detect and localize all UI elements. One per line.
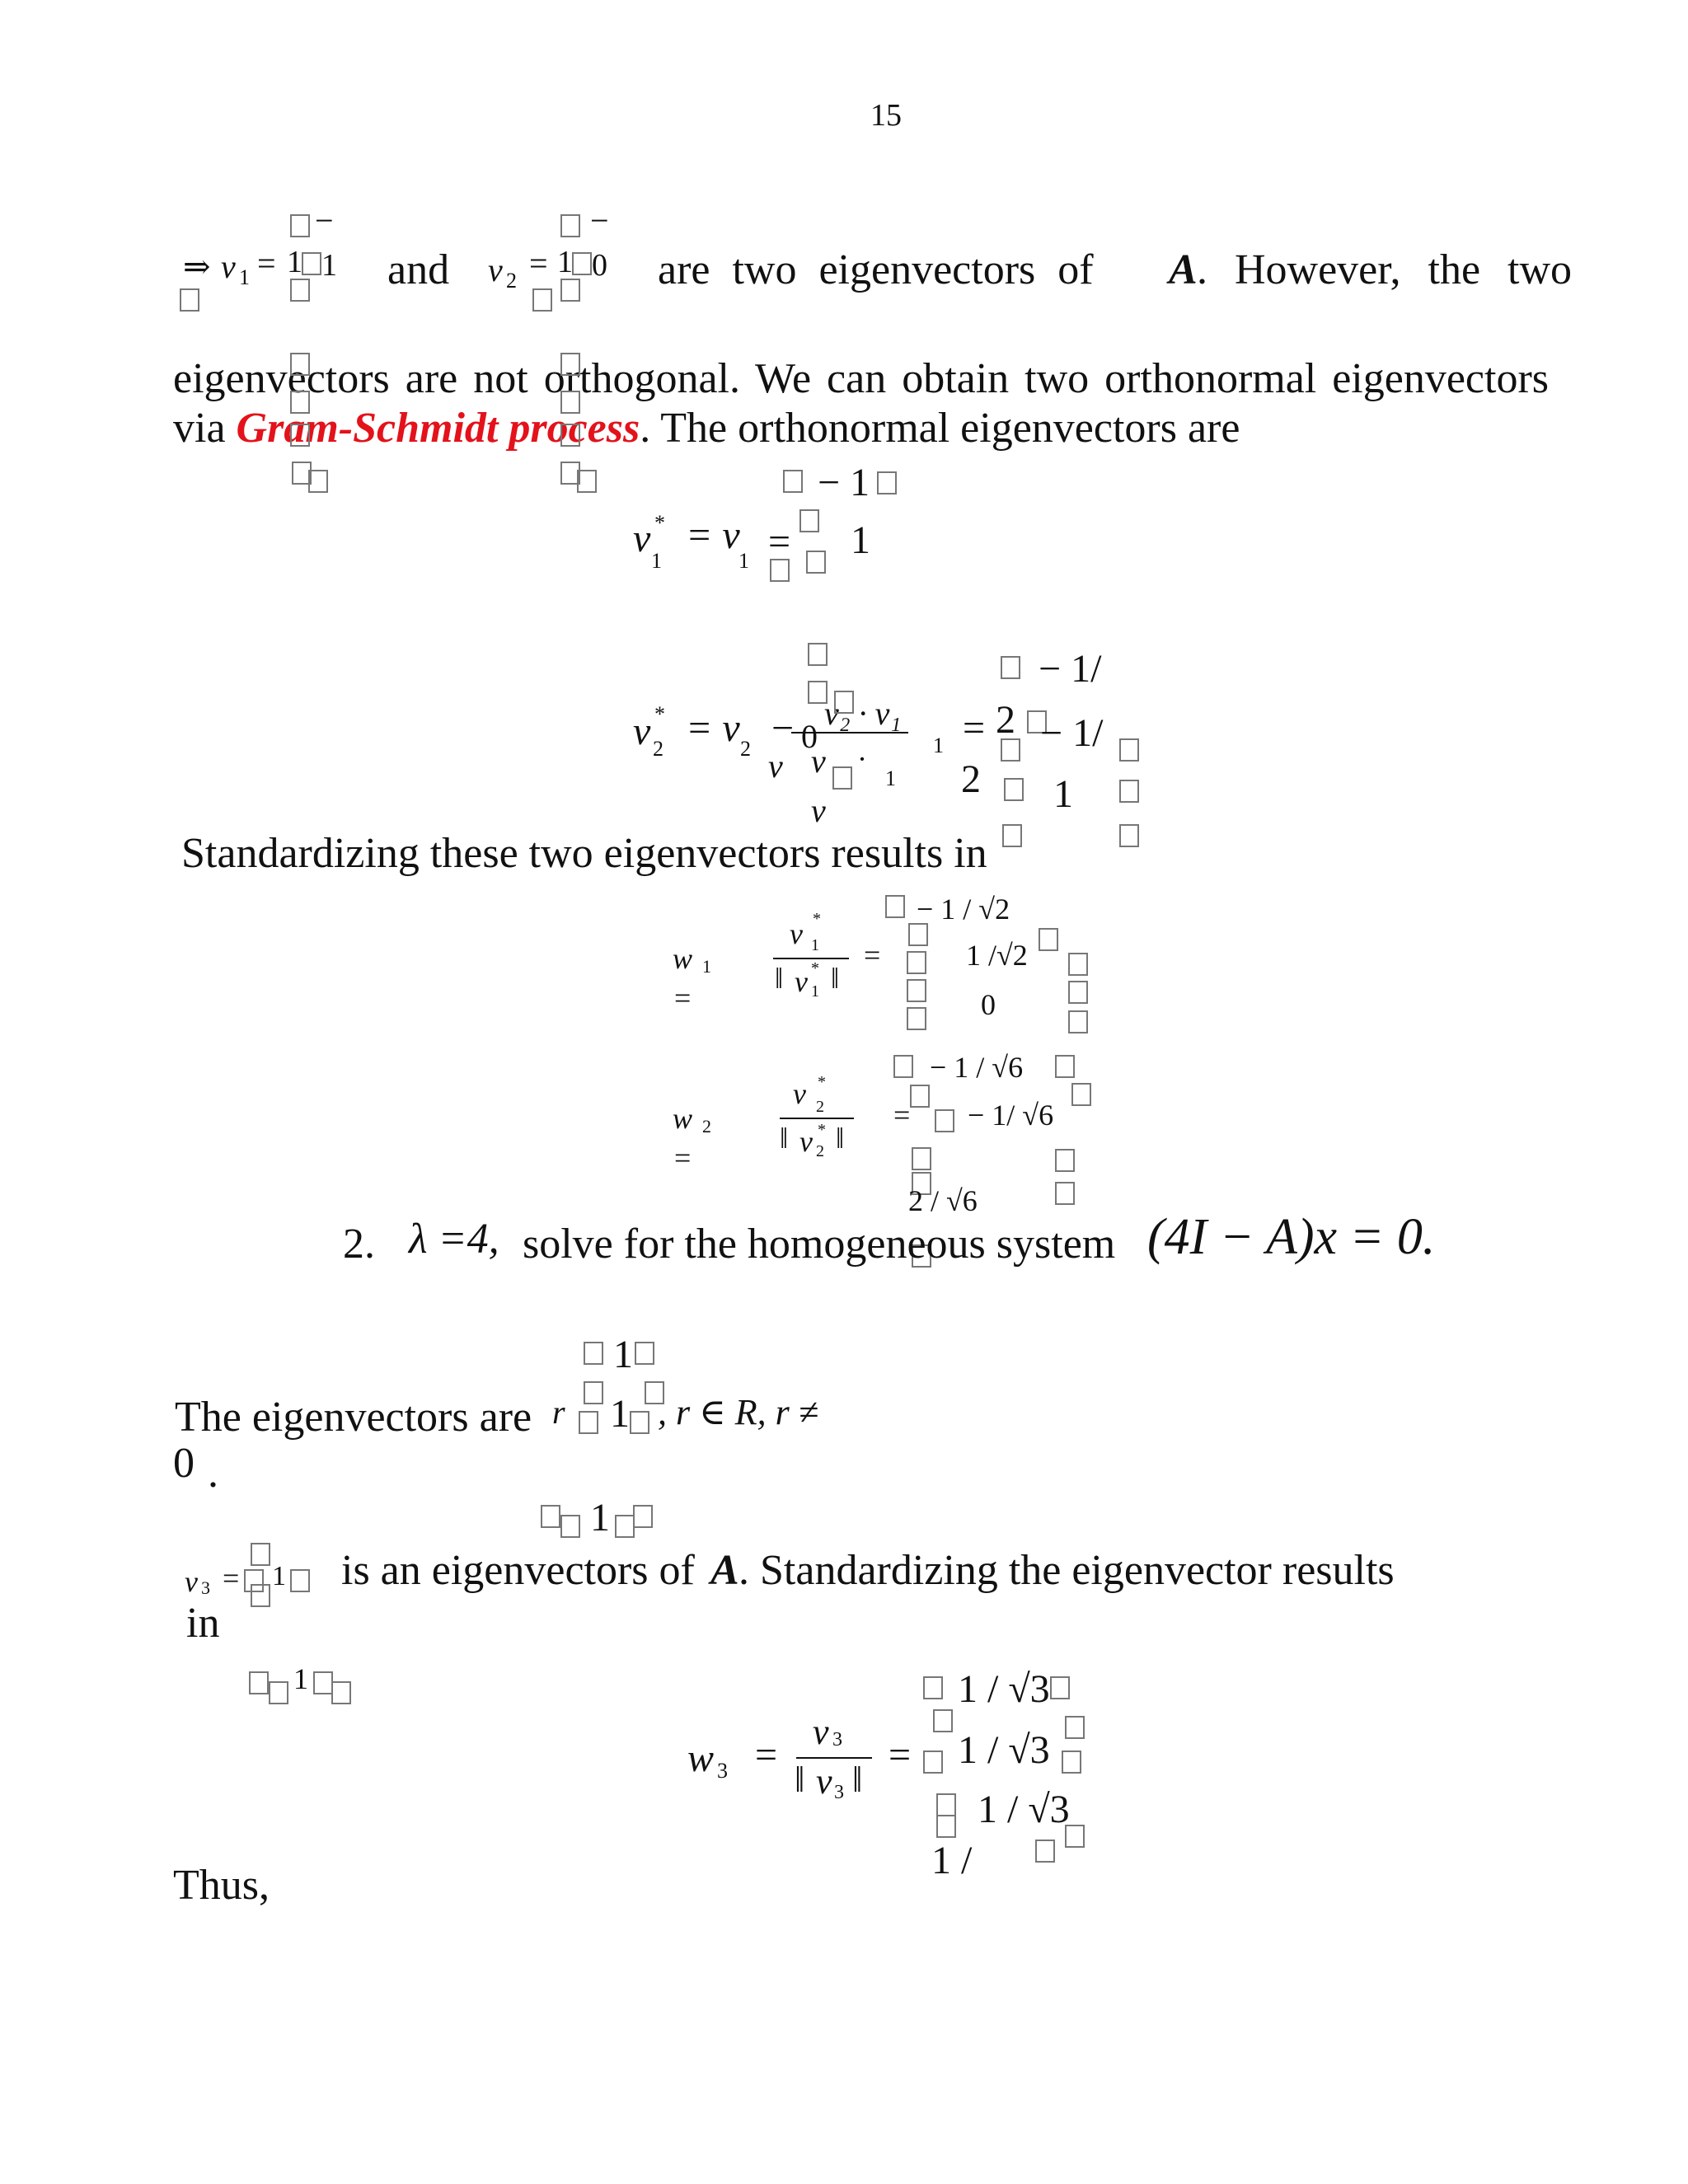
- lambda-value: λ =4,: [409, 1216, 499, 1263]
- line1-text2: . However, the two: [1197, 246, 1573, 293]
- v2-vec-0: −: [590, 202, 609, 239]
- page-number: 15: [870, 98, 902, 133]
- w2-vec-0: − 1 / √6: [930, 1051, 1024, 1084]
- w2-vec-2: 2 / √6: [908, 1184, 978, 1217]
- w1-vec-0: − 1 / √2: [917, 893, 1010, 926]
- v3-vec-1: 1: [272, 1561, 286, 1591]
- w1-vec-2: 0: [981, 988, 996, 1021]
- v2star-vec-0: − 1/: [1039, 647, 1102, 691]
- v3-text: is an eigenvectors of: [341, 1547, 695, 1594]
- v2-vec-2: 0: [592, 248, 607, 283]
- para1-line-b: via Gram-Schmidt process. The orthonormal eigenvectors are: [173, 405, 1240, 452]
- para1-line-a: eigenvectors are not orthogonal. We can obtain two orthonormal eigenvectors: [173, 355, 1549, 402]
- v1star-lhs: v: [633, 517, 651, 560]
- v1-vec-2: 1: [321, 248, 337, 283]
- eigvec-vec-0: 1: [613, 1333, 633, 1376]
- v1star-vec-1: 1: [851, 518, 870, 562]
- implies-arrow: ⇒: [183, 248, 211, 285]
- v3-vec-0: 1: [590, 1496, 610, 1540]
- eigvec-text: The eigenvectors are: [175, 1394, 532, 1441]
- homogeneous-equation: (4I − A)x = 0.: [1147, 1209, 1436, 1265]
- v1-subscript: 1: [239, 265, 250, 289]
- v1-vec-0: −: [315, 202, 334, 239]
- w3-vec-2: 1 / √3: [978, 1788, 1070, 1831]
- line1-text: are two eigenvectors of: [658, 246, 1094, 293]
- matrix-a: A: [1169, 246, 1198, 293]
- eigvec-vec-1: 1: [610, 1392, 630, 1436]
- eigvec-cond: , r ∈ R, r ≠: [658, 1392, 818, 1432]
- item-number: 2.: [343, 1221, 375, 1268]
- standardizing-text: Standardizing these two eigenvectors results in: [181, 830, 987, 877]
- fraction-numerator: v₂ · v₁: [824, 695, 902, 732]
- w3-vec-0: 1 / √3: [958, 1667, 1050, 1711]
- v2-subscript: 2: [506, 269, 517, 293]
- thus-text: Thus,: [173, 1862, 270, 1909]
- gram-schmidt-term: Gram-Schmidt process: [236, 405, 640, 452]
- item2-text: solve for the homogeneous system: [523, 1221, 1116, 1268]
- w1-vec-1: 1 /√2: [966, 939, 1028, 972]
- v3-text2: . Standardizing the eigenvector results: [738, 1547, 1395, 1594]
- v2star-coef: 2: [996, 698, 1015, 742]
- v2-symbol: v: [488, 251, 503, 288]
- v2-vec-1: 1: [557, 245, 573, 279]
- w2-vec-1: − 1/ √6: [968, 1099, 1054, 1132]
- w3-vec-1: 1 / √3: [958, 1728, 1050, 1772]
- v2star-vec-2: 1: [1053, 772, 1073, 816]
- v2star-vec-1: − 1/: [1040, 711, 1104, 755]
- v1-vec-1: 1: [287, 245, 302, 279]
- and-word: and: [387, 246, 450, 293]
- v1-symbol: v: [221, 248, 236, 285]
- v1star-vec-0: − 1: [818, 461, 870, 504]
- v1star-rhs: = v: [686, 513, 740, 557]
